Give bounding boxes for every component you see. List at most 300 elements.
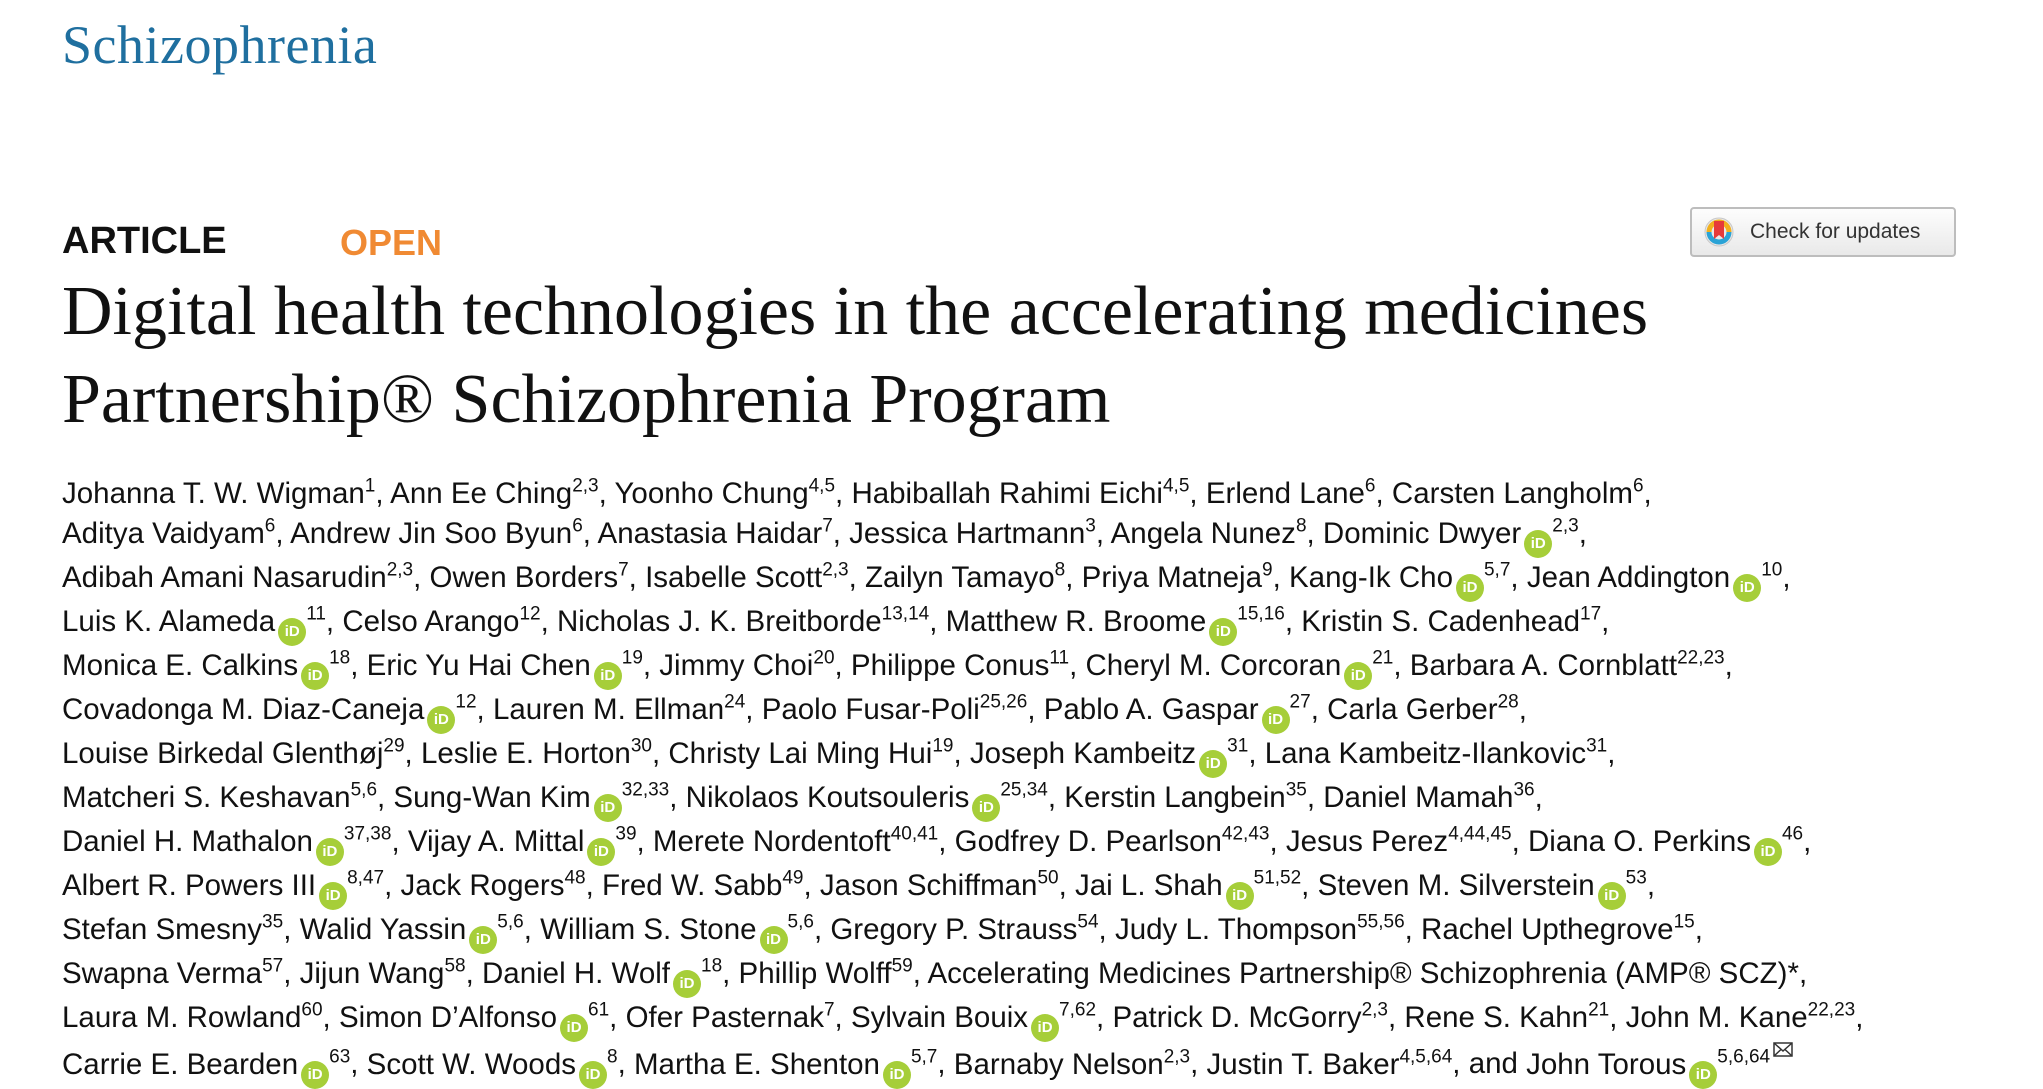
author[interactable] [62, 477, 375, 510]
author-affiliations[interactable]: 19 [621, 648, 643, 670]
author-affiliations[interactable]: 5,6,64 [1717, 1046, 1771, 1068]
orcid-icon[interactable]: iD [1754, 838, 1782, 866]
author-name[interactable]: Carsten Langholm [1391, 477, 1633, 510]
author-name[interactable]: Rene S. Kahn [1404, 1001, 1589, 1035]
author[interactable] [1112, 1001, 1388, 1034]
author-affiliations[interactable]: 51,52 [1253, 868, 1302, 890]
author-name[interactable]: Judy L. Thompson [1114, 913, 1358, 947]
author-affiliations[interactable]: 36 [1513, 780, 1535, 802]
orcid-icon[interactable]: iD [301, 1061, 329, 1089]
orcid-icon[interactable]: iD [301, 662, 329, 690]
author[interactable] [955, 825, 1270, 858]
article-title: Digital health technologies in the accelerating medicines Partnership® Schizophrenia Program [62, 273, 1649, 438]
author-separator: , [404, 737, 421, 771]
author-affiliations[interactable]: 32,33 [621, 780, 670, 802]
author-name[interactable]: Gregory P. Strauss [830, 913, 1078, 947]
author[interactable] [945, 604, 1285, 641]
author-name[interactable]: Monica E. Calkins [62, 649, 299, 683]
author-name[interactable]: William S. Stone [540, 913, 757, 947]
author-affiliations[interactable]: 55,56 [1357, 912, 1405, 934]
author-separator: , [1047, 781, 1065, 815]
author-affiliations[interactable]: 5,7 [910, 1046, 938, 1068]
orcid-icon[interactable]: iD [594, 662, 622, 690]
author[interactable] [1085, 648, 1394, 685]
author[interactable] [1207, 1048, 1453, 1081]
author-name[interactable]: Ofer Pasternak [625, 1001, 824, 1035]
author[interactable] [407, 824, 637, 861]
author-name[interactable]: Godfrey D. Pearlson [954, 825, 1222, 859]
orcid-icon[interactable]: iD [760, 926, 788, 954]
author-name[interactable]: Carrie E. Bearden [62, 1047, 299, 1081]
author-affiliations[interactable]: 60 [301, 1000, 323, 1022]
author-affiliations[interactable]: 49 [782, 868, 804, 890]
orcid-icon[interactable]: iD [673, 970, 701, 998]
author-name[interactable]: Laura M. Rowland [62, 1001, 302, 1035]
orcid-icon[interactable]: iD [560, 1014, 588, 1042]
author[interactable] [62, 1001, 323, 1034]
author-affiliations[interactable]: 2,3 [386, 560, 414, 582]
author-affiliations[interactable]: 13,14 [881, 604, 930, 626]
author-name[interactable]: Luis K. Alameda [62, 605, 276, 639]
author-name[interactable]: Philippe Conus [850, 649, 1050, 683]
author-line [62, 514, 1972, 558]
author-affiliations[interactable]: 35 [262, 912, 284, 934]
author[interactable] [366, 648, 643, 685]
author-separator: , [1306, 517, 1323, 551]
author-affiliations[interactable]: 2,3 [1552, 516, 1579, 538]
author-name[interactable]: Jean Addington [1526, 561, 1731, 595]
author[interactable] [1323, 781, 1534, 814]
author-name[interactable]: Covadonga M. Diaz-Caneja [62, 693, 425, 727]
author-affiliations[interactable]: 63 [329, 1046, 351, 1068]
author-separator: , [642, 649, 660, 683]
author[interactable] [865, 561, 1065, 594]
author-name[interactable]: Yoonho Chung [614, 477, 809, 510]
author[interactable] [421, 737, 652, 770]
author-separator: , [1798, 957, 1808, 991]
author-line [62, 558, 1972, 602]
author-name[interactable]: Cheryl M. Corcoran [1085, 649, 1342, 683]
author-name[interactable]: Dominic Dwyer [1322, 517, 1522, 551]
author-affiliations[interactable]: 7 [823, 1000, 835, 1022]
author-name[interactable]: Simon D’Alfonso [338, 1001, 558, 1035]
author[interactable] [62, 604, 326, 641]
author-affiliations[interactable]: 9 [1262, 560, 1273, 582]
author-affiliations[interactable]: 48 [564, 868, 586, 890]
orcid-icon[interactable]: iD [1689, 1061, 1717, 1089]
orcid-icon[interactable]: iD [1456, 574, 1484, 602]
author-name[interactable]: Johanna T. W. Wigman [62, 477, 365, 510]
author-separator: , [1189, 477, 1206, 510]
author-affiliations[interactable]: 11 [306, 604, 326, 626]
author-affiliations[interactable]: 5,6 [497, 912, 524, 934]
orcid-icon[interactable]: iD [1524, 530, 1552, 558]
orcid-icon[interactable]: iD [1598, 882, 1626, 910]
author-affiliations[interactable]: 50 [1037, 868, 1059, 890]
author-name[interactable]: Adibah Amani Nasarudin [62, 561, 387, 595]
author-affiliations[interactable]: 8 [1054, 560, 1066, 582]
author[interactable] [62, 692, 477, 729]
author-name[interactable]: Stefan Smesny [62, 913, 263, 947]
author-affiliations[interactable]: 5,6 [350, 780, 378, 802]
author-affiliations[interactable]: 22,23 [1677, 648, 1725, 670]
author-affiliations[interactable]: 17 [1580, 604, 1602, 626]
author[interactable] [598, 517, 833, 550]
author-name[interactable]: Patrick D. McGorry [1112, 1001, 1362, 1035]
author-name[interactable]: Merete Nordentoft [652, 825, 891, 859]
author[interactable] [1626, 1001, 1856, 1034]
author[interactable] [1421, 913, 1695, 946]
author[interactable] [1301, 605, 1601, 638]
author-affiliations[interactable]: 4,5,64 [1399, 1046, 1453, 1068]
author[interactable] [739, 957, 913, 990]
author-name[interactable]: Justin T. Baker [1206, 1047, 1400, 1081]
author-affiliations[interactable]: 39 [615, 824, 637, 846]
author-affiliations[interactable]: 8 [606, 1046, 618, 1068]
author-name[interactable]: Jai L. Shah [1075, 869, 1223, 903]
author-affiliations[interactable]: 31 [1586, 736, 1608, 758]
author-name[interactable]: Pablo A. Gaspar [1043, 693, 1259, 727]
author-separator: , [598, 477, 615, 510]
author[interactable] [401, 869, 586, 902]
author-name[interactable]: Barbara A. Cornblatt [1409, 649, 1678, 683]
author[interactable] [1075, 868, 1302, 905]
author[interactable] [1082, 561, 1273, 594]
author-affiliations[interactable]: 8 [1295, 516, 1307, 538]
author-affiliations[interactable]: 40,41 [890, 824, 939, 846]
author-affiliations[interactable]: 30 [630, 736, 652, 758]
author[interactable] [614, 477, 835, 510]
author[interactable] [299, 912, 524, 949]
author-affiliations[interactable]: 4,44,45 [1448, 824, 1512, 846]
author-name[interactable]: Sylvain Bouix [850, 1001, 1029, 1035]
author-name[interactable]: Lauren M. Ellman [492, 693, 725, 727]
author-affiliations[interactable]: 15,16 [1237, 604, 1285, 626]
author[interactable] [1206, 477, 1376, 510]
author-name[interactable]: Anastasia Haidar [597, 517, 823, 551]
author-name[interactable]: Jesus Perez [1285, 825, 1449, 859]
author-name[interactable]: Phillip Wolff [738, 957, 892, 991]
author-name[interactable]: Jijun Wang [299, 957, 445, 991]
orcid-icon[interactable]: iD [1733, 574, 1761, 602]
author[interactable] [62, 868, 385, 905]
author-affiliations[interactable]: 59 [891, 956, 913, 978]
author[interactable] [762, 693, 1028, 726]
author[interactable] [367, 1048, 618, 1081]
author-affiliations[interactable]: 15 [1673, 912, 1695, 934]
author-affiliations[interactable]: 58 [444, 956, 466, 978]
author-name[interactable]: John M. Kane [1625, 1001, 1808, 1035]
orcid-icon[interactable]: iD [1031, 1014, 1059, 1042]
author[interactable] [1410, 649, 1725, 682]
author-name[interactable]: Walid Yassin [299, 913, 467, 947]
author[interactable] [393, 780, 670, 817]
author[interactable] [668, 737, 953, 770]
author-affiliations[interactable]: 12 [455, 692, 477, 714]
author-name[interactable]: Sung-Wan Kim [393, 781, 591, 815]
author[interactable] [62, 648, 351, 685]
orcid-icon[interactable]: iD [319, 882, 347, 910]
check-for-updates-button[interactable] [1690, 207, 1956, 257]
author-name[interactable]: Isabelle Scott [645, 561, 823, 595]
author-name[interactable]: Kang-Ik Cho [1289, 561, 1453, 595]
author[interactable] [659, 649, 834, 682]
author[interactable] [1111, 517, 1307, 550]
author[interactable] [850, 1000, 1097, 1037]
author-affiliations[interactable]: 21 [1588, 1000, 1610, 1022]
author[interactable] [645, 561, 849, 594]
author-separator: , [476, 693, 493, 727]
author-separator: , [1578, 517, 1587, 551]
author[interactable] [1265, 737, 1608, 770]
author-name[interactable]: Scott W. Woods [366, 1047, 576, 1081]
author[interactable] [62, 824, 392, 861]
author-name[interactable]: Rachel Upthegrove [1421, 913, 1674, 947]
author-affiliations[interactable]: 3 [1085, 516, 1096, 538]
author-separator: , [1393, 649, 1410, 683]
orcid-icon[interactable]: iD [1199, 750, 1227, 778]
author[interactable] [1064, 781, 1307, 814]
author[interactable] [685, 780, 1048, 817]
orcid-icon[interactable]: iD [316, 838, 344, 866]
author-name[interactable]: Vijay A. Mittal [407, 825, 585, 859]
author-name[interactable]: Steven M. Silverstein [1317, 869, 1595, 903]
author[interactable] [969, 736, 1249, 773]
author-separator: , [391, 825, 408, 859]
author[interactable] [390, 477, 598, 510]
author-affiliations[interactable]: 46 [1781, 824, 1804, 846]
author[interactable] [540, 912, 814, 949]
author-separator: , [1803, 825, 1812, 859]
author-name[interactable]: Habiballah Rahimi Eichi [851, 477, 1163, 510]
author-affiliations[interactable]: 6 [264, 516, 276, 538]
author-affiliations[interactable]: 8,47 [347, 868, 385, 890]
author-name[interactable]: Eric Yu Hai Chen [366, 649, 591, 683]
orcid-icon[interactable]: iD [883, 1061, 911, 1089]
author-name[interactable]: Jimmy Choi [659, 649, 814, 683]
author-name[interactable]: Daniel Mamah [1323, 781, 1514, 815]
orcid-icon[interactable]: iD [1262, 706, 1290, 734]
author-affiliations[interactable]: 12 [519, 604, 541, 626]
author-affiliations[interactable]: 53 [1625, 868, 1647, 890]
author-affiliations[interactable]: 6 [572, 516, 583, 538]
author-affiliations[interactable]: 25,34 [1000, 780, 1048, 802]
author[interactable] [626, 1001, 835, 1034]
author[interactable] [1392, 477, 1644, 510]
author[interactable] [1327, 693, 1519, 726]
author-affiliations[interactable]: 2,3 [572, 475, 599, 497]
author-affiliations[interactable]: 31 [1227, 736, 1249, 758]
author-name[interactable]: Martha E. Shenton [633, 1047, 880, 1081]
author-name[interactable]: Louise Birkedal Glenthøj [62, 737, 384, 771]
author[interactable] [62, 561, 413, 594]
author[interactable] [62, 957, 283, 990]
author-affiliations[interactable]: 25,26 [979, 692, 1028, 714]
author-name[interactable]: Nicholas J. K. Breitborde [557, 605, 882, 639]
author-name[interactable]: Ann Ee Ching [390, 477, 573, 510]
author-separator: , [669, 781, 686, 815]
author-name[interactable]: Diana O. Perkins [1528, 825, 1751, 859]
author-name[interactable]: Angela Nunez [1110, 517, 1296, 551]
author-affiliations[interactable]: 37,38 [343, 824, 392, 846]
author-separator: , [540, 605, 557, 639]
author-affiliations[interactable]: 24 [724, 692, 746, 714]
author-name[interactable]: Leslie E. Horton [420, 737, 631, 771]
author-affiliations[interactable]: 7 [618, 560, 629, 582]
author-name[interactable]: John Torous [1526, 1047, 1687, 1081]
author-name[interactable]: Jack Rogers [400, 869, 565, 903]
author[interactable] [493, 693, 745, 726]
author-name[interactable]: Accelerating Medicines Partnership® Schizophrenia (AMP® SCZ)* [927, 957, 1799, 991]
author[interactable] [1286, 825, 1512, 858]
author-name[interactable]: Andrew Jin Soo Byun [290, 517, 573, 551]
envelope-icon[interactable] [1773, 1042, 1793, 1057]
author-name[interactable]: Daniel H. Wolf [482, 957, 670, 991]
author-name[interactable]: Fred W. Sabb [602, 869, 783, 903]
author[interactable] [1317, 868, 1647, 905]
author-line [62, 646, 1972, 690]
author[interactable] [430, 561, 629, 594]
author[interactable] [1404, 1001, 1609, 1034]
author-affiliations[interactable]: 4,5 [1162, 475, 1190, 497]
author-affiliations[interactable]: 27 [1289, 692, 1311, 714]
author[interactable] [338, 1000, 610, 1037]
author-name[interactable]: Priya Matneja [1081, 561, 1263, 595]
author-name[interactable]: Jason Schiffman [819, 869, 1038, 903]
author-name[interactable]: Albert R. Powers III [62, 869, 317, 903]
author[interactable] [1289, 560, 1511, 597]
author[interactable] [482, 956, 723, 993]
author-name[interactable]: Aditya Vaidyam [62, 517, 265, 551]
author[interactable] [300, 957, 466, 990]
author-name[interactable]: Kerstin Langbein [1064, 781, 1286, 815]
author[interactable] [62, 1048, 350, 1081]
author-affiliations[interactable]: 35 [1285, 780, 1307, 802]
author-affiliations[interactable]: 7 [822, 516, 833, 538]
orcid-icon[interactable]: iD [469, 926, 497, 954]
author-name[interactable]: Swapna Verma [62, 957, 263, 991]
author-conjunction: and [1468, 1047, 1527, 1081]
author[interactable] [1043, 692, 1311, 729]
author-affiliations[interactable]: 7,62 [1059, 1000, 1097, 1022]
author-affiliations[interactable]: 57 [262, 956, 284, 978]
author-name[interactable]: Matthew R. Broome [945, 605, 1207, 639]
author-name[interactable]: Barnaby Nelson [953, 1047, 1164, 1081]
author-name[interactable]: Joseph Kambeitz [969, 737, 1197, 771]
author-affiliations[interactable]: 28 [1497, 692, 1519, 714]
orcid-icon[interactable]: iD [1209, 618, 1237, 646]
author-affiliations[interactable]: 29 [383, 736, 405, 758]
author[interactable] [849, 517, 1096, 550]
author[interactable] [1115, 913, 1405, 946]
author-affiliations[interactable]: 1 [364, 475, 376, 497]
author-affiliations[interactable]: 54 [1077, 912, 1099, 934]
author-affiliations[interactable]: 18 [329, 648, 351, 670]
author[interactable] [62, 737, 405, 770]
author-name[interactable]: Matcheri S. Keshavan [62, 781, 351, 815]
author[interactable] [342, 605, 540, 638]
author[interactable] [1528, 824, 1804, 861]
author-affiliations[interactable]: 20 [813, 648, 835, 670]
author[interactable] [851, 477, 1189, 510]
author-affiliations[interactable]: 19 [932, 736, 954, 758]
author[interactable] [1526, 560, 1783, 597]
author-name[interactable]: Jessica Hartmann [849, 517, 1086, 551]
author-affiliations[interactable]: 6 [1632, 475, 1644, 497]
orcid-icon[interactable]: iD [972, 794, 1000, 822]
author-name[interactable]: Kristin S. Cadenhead [1301, 605, 1581, 639]
author-affiliations[interactable]: 6 [1364, 475, 1376, 497]
author-affiliations[interactable]: 42,43 [1221, 824, 1270, 846]
author-affiliations[interactable]: 21 [1372, 648, 1394, 670]
author[interactable] [820, 869, 1059, 902]
author-affiliations[interactable]: 18 [701, 956, 723, 978]
author-separator: , [813, 913, 831, 947]
orcid-icon[interactable]: iD [427, 706, 455, 734]
author[interactable] [851, 649, 1069, 682]
author-affiliations[interactable]: 2,3 [1163, 1046, 1191, 1068]
author-affiliations[interactable]: 22,23 [1807, 1000, 1856, 1022]
author[interactable] [1526, 1048, 1793, 1081]
author-name[interactable]: Lana Kambeitz-Ilankovic [1264, 737, 1587, 771]
orcid-icon[interactable]: iD [278, 618, 306, 646]
author-name[interactable]: Erlend Lane [1205, 477, 1365, 510]
author-separator: , [1511, 825, 1528, 859]
author-affiliations[interactable]: 2,3 [1361, 1000, 1388, 1022]
author-name[interactable]: Daniel H. Mathalon [62, 825, 313, 859]
author-separator: , [628, 561, 646, 595]
journal-name[interactable]: Schizophrenia [62, 15, 378, 75]
author[interactable] [602, 869, 804, 902]
author-affiliations[interactable]: 11 [1049, 648, 1070, 670]
author-affiliations[interactable]: 5,6 [787, 912, 814, 934]
author[interactable] [927, 957, 1798, 990]
author[interactable] [557, 605, 929, 638]
author-line [62, 602, 1972, 646]
author-name[interactable]: Paolo Fusar-Poli [761, 693, 980, 727]
author[interactable] [62, 781, 377, 814]
author-separator: , [283, 957, 300, 991]
author[interactable] [62, 913, 283, 946]
author[interactable] [954, 1048, 1190, 1081]
author-affiliations[interactable]: 4,5 [808, 475, 836, 497]
author-name[interactable]: Zailyn Tamayo [865, 561, 1055, 595]
author-separator: , [1027, 693, 1044, 727]
author-affiliations[interactable]: 61 [588, 1000, 610, 1022]
author-name[interactable]: Owen Borders [429, 561, 619, 595]
author[interactable] [290, 517, 583, 550]
orcid-icon[interactable]: iD [1344, 662, 1372, 690]
orcid-icon[interactable]: iD [579, 1061, 607, 1089]
author-affiliations[interactable]: 5,7 [1483, 560, 1511, 582]
author-name[interactable]: Carla Gerber [1327, 693, 1498, 727]
author[interactable] [1322, 516, 1579, 553]
author-affiliations[interactable]: 2,3 [822, 560, 849, 582]
author[interactable] [62, 517, 275, 550]
orcid-icon[interactable]: iD [594, 794, 622, 822]
author-affiliations[interactable]: 10 [1761, 560, 1783, 582]
author[interactable] [830, 913, 1098, 946]
orcid-icon[interactable]: iD [1226, 882, 1254, 910]
orcid-icon[interactable]: iD [587, 838, 615, 866]
author-separator: , [1375, 477, 1392, 510]
author-name[interactable]: Celso Arango [342, 605, 520, 639]
author[interactable] [653, 825, 938, 858]
author-name[interactable]: Nikolaos Koutsouleris [685, 781, 970, 815]
author-line [62, 690, 1972, 734]
author-name[interactable]: Christy Lai Ming Hui [668, 737, 933, 771]
author[interactable] [634, 1048, 937, 1081]
